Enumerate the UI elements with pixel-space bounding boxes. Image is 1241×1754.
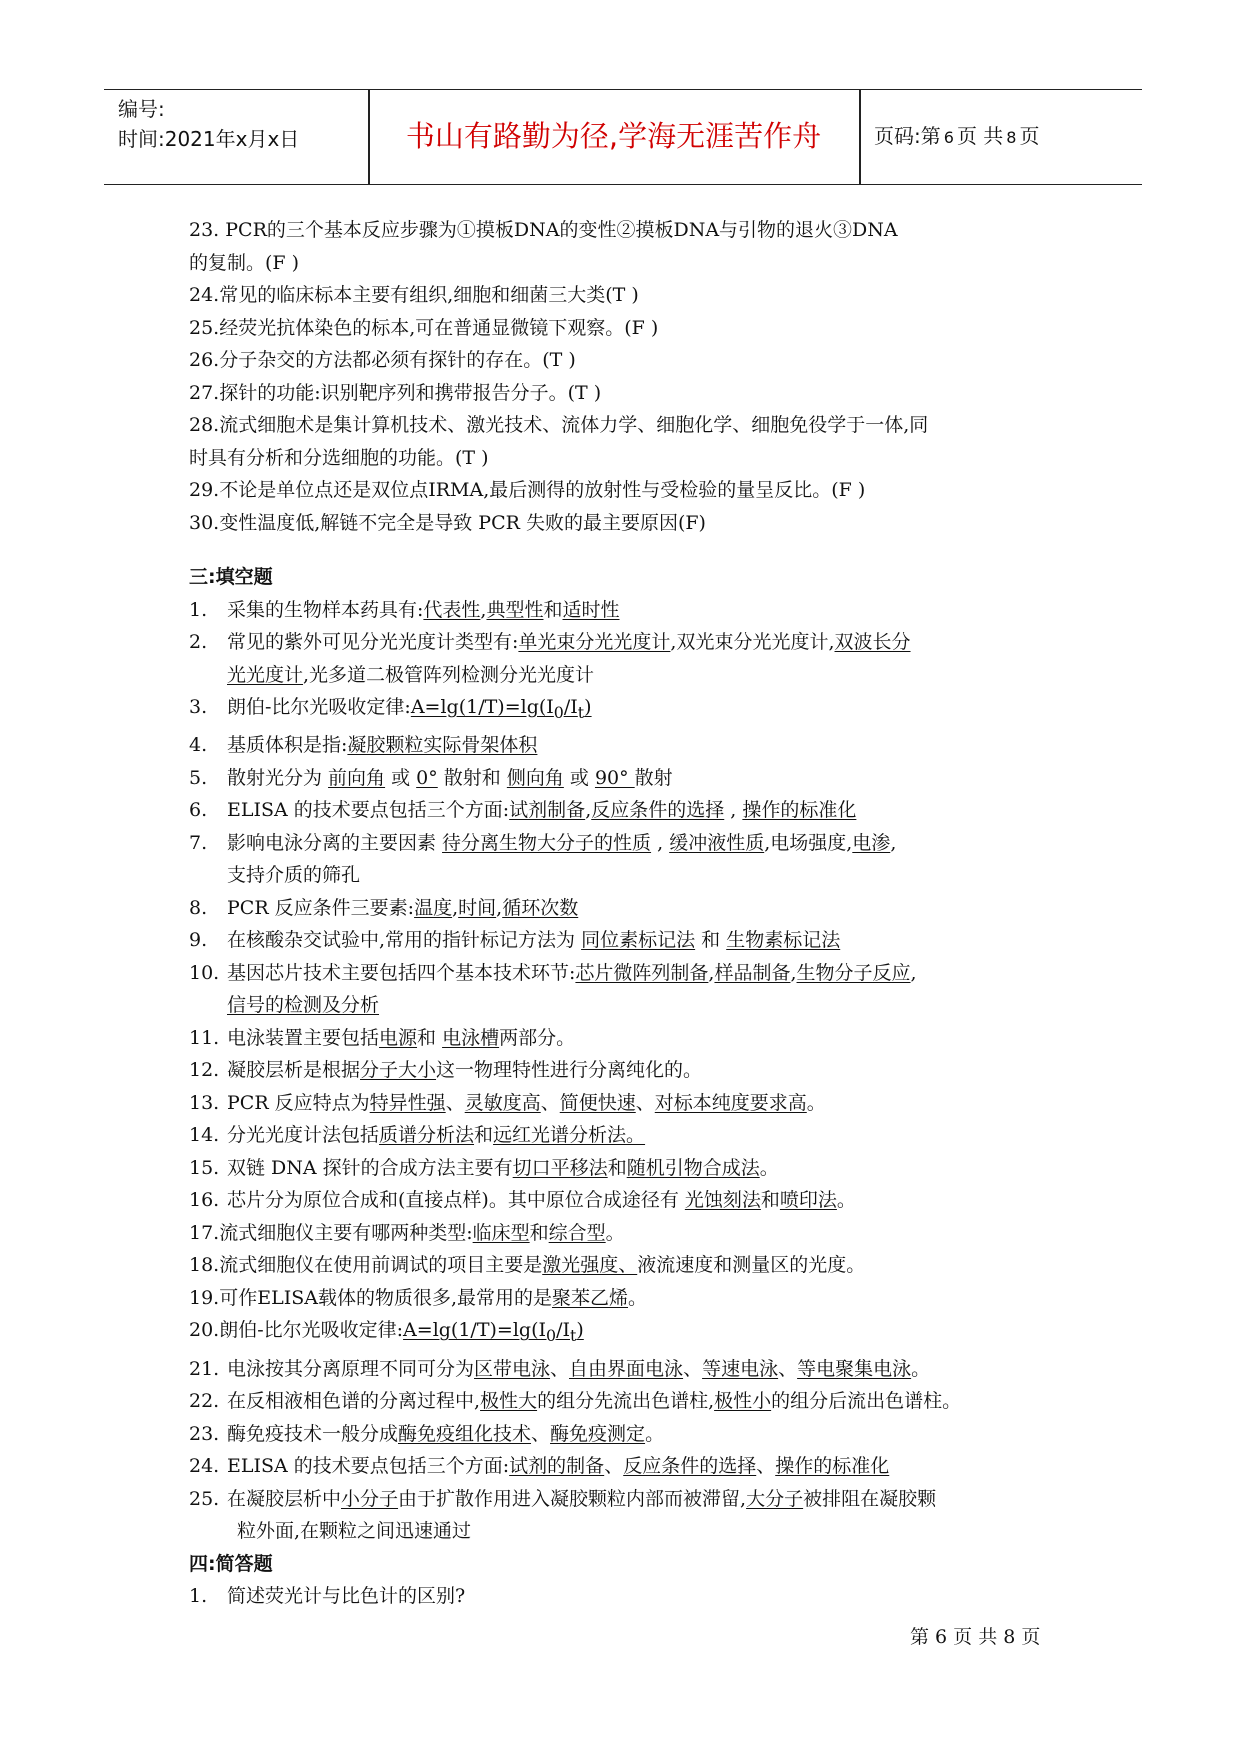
header-motto: 书山有路勤为径,学海无涯苦作舟	[405, 119, 822, 153]
tf-line: 25.经荧光抗体染色的标本,可在普通显微镜下观察。(F )	[189, 316, 659, 339]
list-item: 14. 分光光度计法包括质谱分析法和远红光谱分析法。	[189, 1124, 646, 1147]
list-item: 5. 散射光分为 前向角 或 0° 散射和 侧向角 或 90° 散射	[189, 766, 673, 789]
list-item: 3. 朗伯-比尔光吸收定律$:A=\lg(1/T)=\lg(I_0/I_t)$	[189, 696, 592, 722]
list-item: 25. 在凝胶层析中小分子由于扩散作用进入凝胶颗粒内部而被滞留,大分子被排阻在凝胶颗 粒外面,在颗粒之间迅速通过	[189, 1487, 937, 1543]
list-item: 7. 影响电泳分离的主要因素 待分离生物大分子的性质 , 缓冲液性质,电场强度,电渗, 支持介质的筛孔	[189, 831, 897, 887]
list-item: 9. 在核酸杂交试验中,常用的指针标记方法为 同位素标记法 和 生物素标记法	[189, 929, 841, 952]
section-title: 三:填空题	[189, 566, 273, 588]
list-item: 10. 基因芯片技术主要包括四个基本技术环节:芯片微阵列制备,样品制备,生物分子反应, 信号的检测及分析	[189, 961, 917, 1017]
list-item: 13. PCR 反应特点为特异性强、灵敏度高、简便快速、对标本纯度要求高。	[189, 1091, 826, 1114]
tf-line: 30.变性温度低,解链不完全是导致 PCR 失败的最主要原因(F)	[189, 511, 706, 534]
list-item: 20.朗伯-比尔光吸收定律$:A=\lg(1/T)=\lg(I_0/I_t)$	[189, 1319, 584, 1346]
list-item: 21. 电泳按其分离原理不同可分为区带电泳、自由界面电泳、等速电泳、等电聚集电泳。	[189, 1357, 931, 1380]
list-item: 18.流式细胞仪在使用前调试的项目主要是激光强度、液流速度和测量区的光度。	[189, 1254, 866, 1277]
header-left	[118, 94, 299, 154]
list-item: 19.可作ELISA载体的物质很多,最常用的是聚苯乙烯。	[189, 1286, 648, 1309]
tf-line: 的复制。(F )	[189, 251, 300, 274]
list-item: 23. 酶免疫技术一般分成酶免疫组化技术、酶免疫测定。	[189, 1422, 665, 1445]
tf-line: 26.分子杂交的方法都必须有探针的存在。(T )	[189, 349, 576, 371]
tf-line: 29.不论是单位点还是双位点IRMA,最后测得的放射性与受检验的量呈反比。(F )	[189, 479, 866, 501]
section-title: 四:简答题	[189, 1552, 273, 1575]
tf-line: 23. PCR的三个基本反应步骤为①摸板DNA的变性②摸板DNA与引物的退火③DNA	[189, 219, 898, 241]
tf-line: 28.流式细胞术是集计算机技术、激光技术、流体力学、细胞化学、细胞免役学于一体,同	[189, 414, 929, 436]
list-item: 1. 采集的生物样本药具有:代表性,典型性和适时性	[189, 598, 620, 621]
tf-line: 27.探针的功能:识别靶序列和携带报告分子。(T )	[189, 381, 602, 404]
list-item: 22. 在反相液相色谱的分离过程中,极性大的组分先流出色谱柱,极性小的组分后流出色谱柱。	[189, 1390, 962, 1413]
list-item: 24. ELISA 的技术要点包括三个方面:试剂的制备、反应条件的选择、操作的标准化	[189, 1455, 890, 1478]
header-divider	[859, 90, 861, 184]
tf-line: 时具有分析和分选细胞的功能。(T )	[189, 446, 489, 469]
code-label: 编号:	[118, 97, 165, 121]
tf-line: 24.常见的临床标本主要有组织,细胞和细菌三大类(T )	[189, 284, 639, 306]
list-item: 6. ELISA 的技术要点包括三个方面:试剂制备,反应条件的选择 , 操作的标准化	[189, 799, 857, 822]
header-page-number: 页码:第 6 页 共 8 页	[874, 124, 1040, 148]
list-item: 12. 凝胶层析是根据分子大小这一物理特性进行分离纯化的。	[189, 1059, 703, 1082]
page-content	[189, 214, 1089, 1613]
list-item: 1. 简述荧光计与比色计的区别?	[189, 1585, 466, 1608]
page-header	[104, 89, 1142, 185]
list-item: 15. 双链 DNA 探针的合成方法主要有切口平移法和随机引物合成法。	[189, 1156, 779, 1179]
list-item: 2. 常见的紫外可见分光光度计类型有:单光束分光光度计,双光束分光光度计,双波长分 光光度计,光多道二极管阵列检测分光光度计	[189, 631, 911, 686]
list-item: 8. PCR 反应条件三要素:温度,时间,循环次数	[189, 896, 579, 919]
time-label: 时间:2021年x月x日	[118, 127, 300, 151]
list-item: 16. 芯片分为原位合成和(直接点样)。其中原位合成途径有 光蚀刻法和喷印法。	[189, 1189, 856, 1212]
list-item: 17.流式细胞仪主要有哪两种类型:临床型和综合型。	[189, 1221, 625, 1244]
true-false-section	[189, 214, 1089, 539]
list-item: 4. 基质体积是指:凝胶颗粒实际骨架体积	[189, 734, 538, 757]
fill-blank-section	[189, 594, 1089, 1548]
page-footer: 第 6 页 共 8 页	[910, 1626, 1041, 1648]
list-item: 11. 电泳装置主要包括电源和 电泳槽两部分。	[189, 1026, 576, 1049]
